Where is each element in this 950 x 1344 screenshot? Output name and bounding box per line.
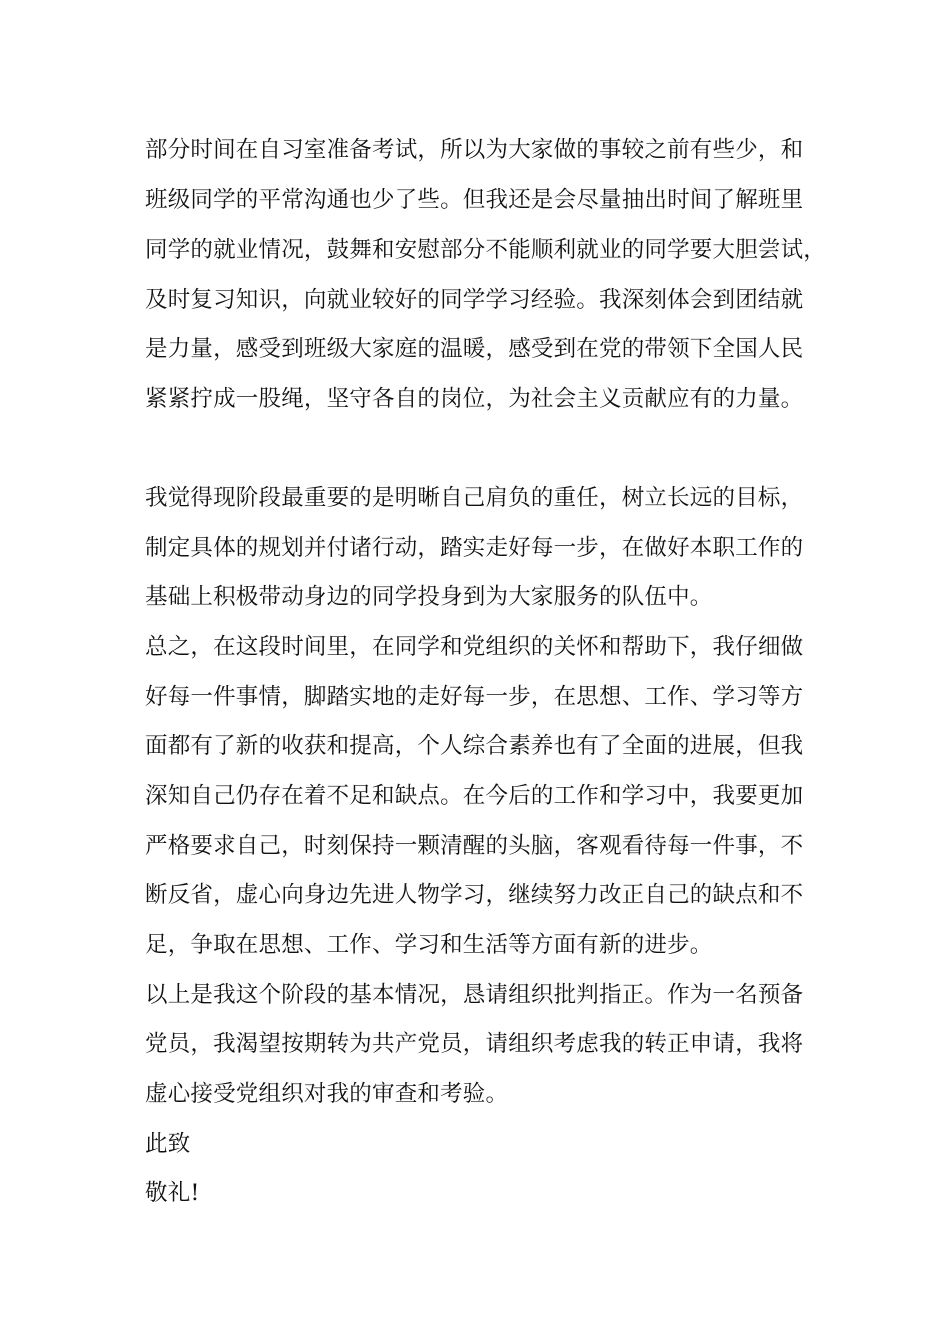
text-line: 制定具体的规划并付诸行动，踏实走好每一步，在做好本职工作的 [145,535,804,561]
text-line: 党员，我渴望按期转为共产党员，请组织考虑我的转正申请，我将 [145,1031,804,1057]
text-line: 班级同学的平常沟通也少了些。但我还是会尽量抽出时间了解班里 [145,187,804,213]
text-line: 紧紧拧成一股绳，坚守各自的岗位，为社会主义贡献应有的力量。 [145,386,804,412]
text-line: 以上是我这个阶段的基本情况，恳请组织批判指正。作为一名预备 [145,982,804,1008]
text-line: 敬礼! [145,1180,200,1206]
text-line: 深知自己仍存在着不足和缺点。在今后的工作和学习中，我要更加 [145,783,804,809]
text-line: 虚心接受党组织对我的审查和考验。 [145,1081,509,1107]
text-line: 严格要求自己，时刻保持一颗清醒的头脑，客观看待每一件事，不 [145,833,804,859]
text-line: 是力量，感受到班级大家庭的温暖，感受到在党的带领下全国人民 [145,336,804,362]
text-line: 足，争取在思想、工作、学习和生活等方面有新的进步。 [145,932,713,958]
text-line: 部分时间在自习室准备考试，所以为大家做的事较之前有些少，和 [145,137,804,163]
text-line: 及时复习知识，向就业较好的同学学习经验。我深刻体会到团结就 [145,287,804,313]
text-line: 总之，在这段时间里，在同学和党组织的关怀和帮助下，我仔细做 [145,634,804,660]
text-line: 此致 [145,1131,191,1157]
text-line: 好每一件事情，脚踏实地的走好每一步，在思想、工作、学习等方 [145,684,804,710]
text-line: 同学的就业情况，鼓舞和安慰部分不能顺利就业的同学要大胆尝试， [145,237,827,263]
text-line: 基础上积极带动身边的同学投身到为大家服务的队伍中。 [145,584,713,610]
text-line: 断反省，虚心向身边先进人物学习，继续努力改正自己的缺点和不 [145,882,804,908]
text-line: 面都有了新的收获和提高，个人综合素养也有了全面的进展，但我 [145,733,804,759]
text-line: 我觉得现阶段最重要的是明晰自己肩负的重任，树立长远的目标， [145,485,804,511]
